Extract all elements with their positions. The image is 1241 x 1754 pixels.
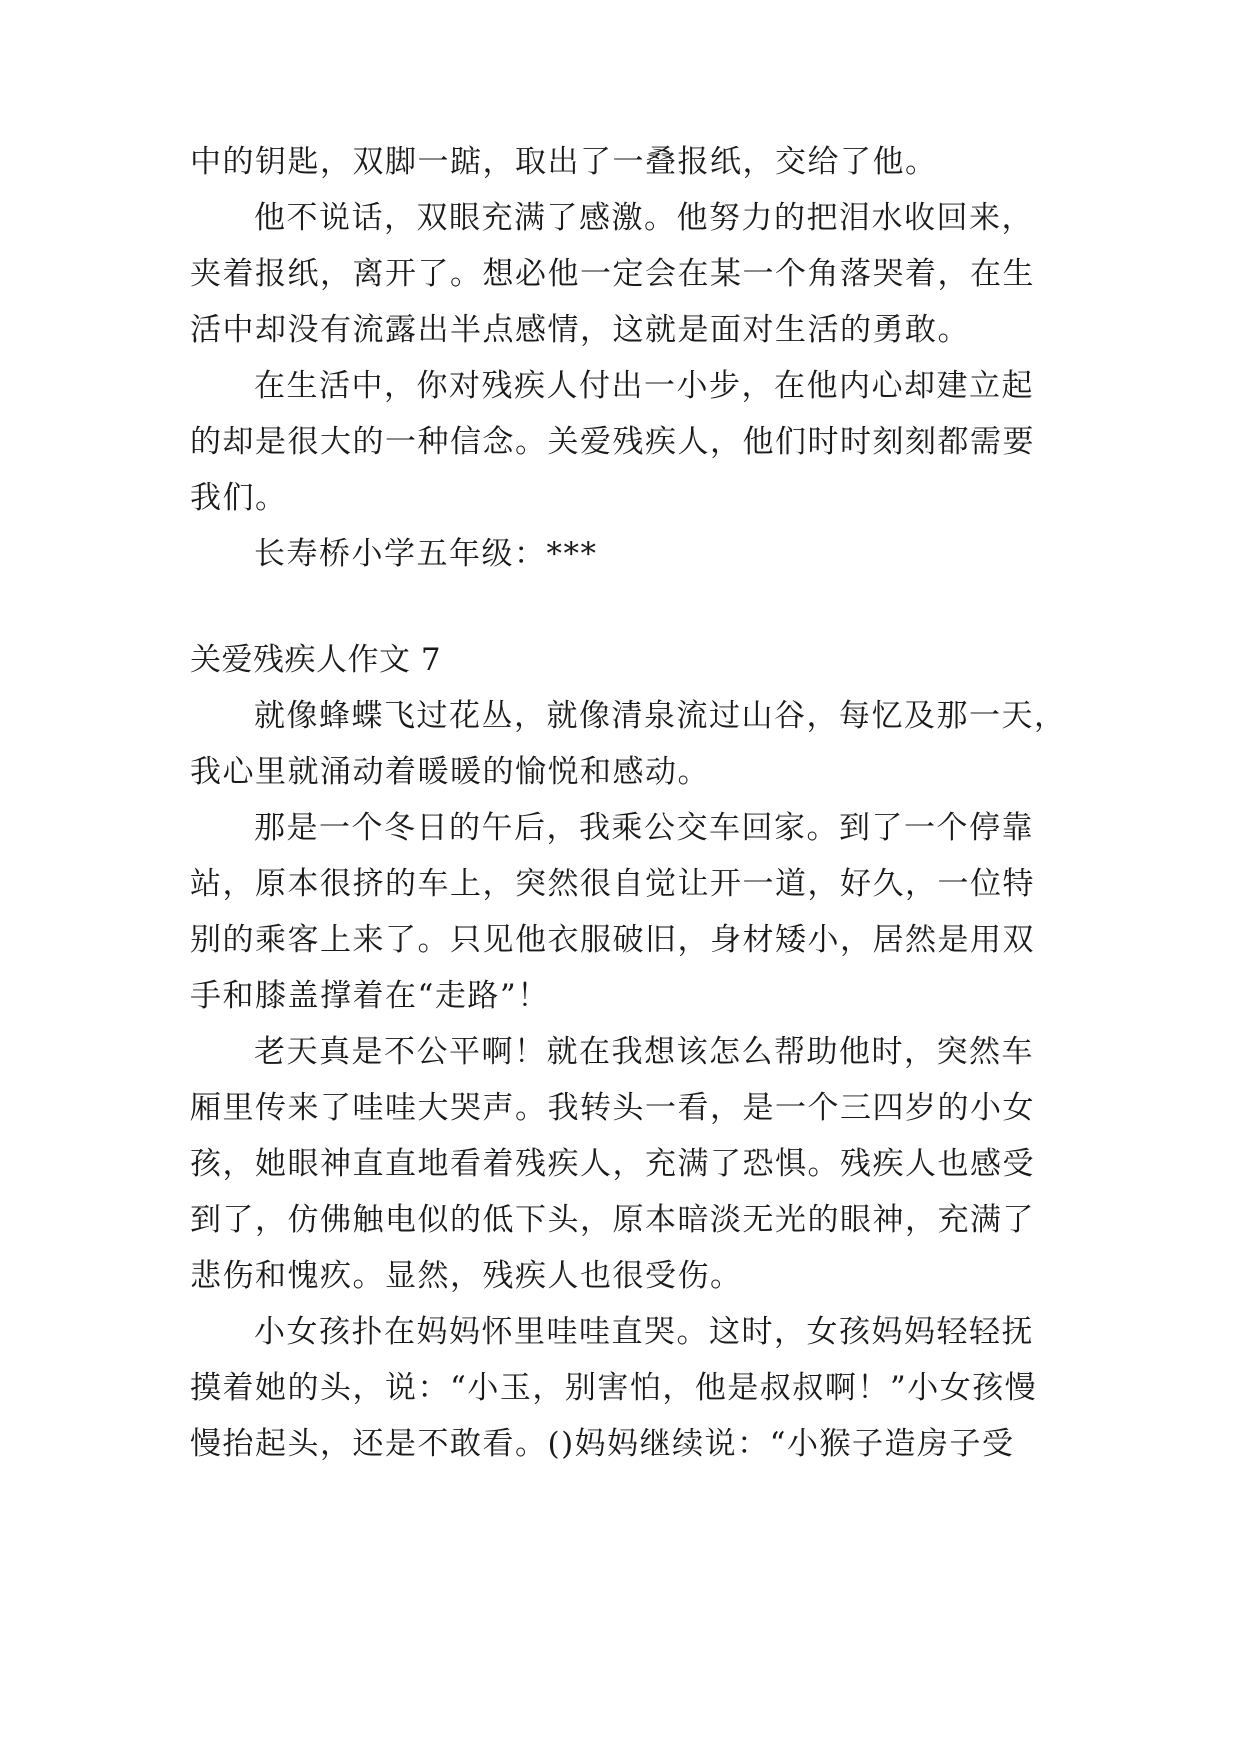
section-title: 关爱残疾人作文 7 <box>190 642 442 678</box>
text-line: 夹着报纸，离开了。想必他一定会在某一个角落哭着，在生 <box>190 256 1035 292</box>
text-line: 的却是很大的一种信念。关爱残疾人，他们时时刻刻都需要 <box>190 424 1035 460</box>
signature-line: 长寿桥小学五年级：*** <box>254 536 598 572</box>
text-line: 站，原本很挤的车上，突然很自觉让开一道，好久，一位特 <box>190 866 1035 902</box>
text-line: 慢抬起头，还是不敢看。()妈妈继续说：“小猴子造房子受 <box>190 1426 1015 1462</box>
paragraph-first-line: 那是一个冬日的午后，我乘公交车回家。到了一个停靠 <box>254 810 1034 846</box>
text-line: 中的钥匙，双脚一踮，取出了一叠报纸，交给了他。 <box>190 144 938 180</box>
text-line: 活中却没有流露出半点感情，这就是面对生活的勇敢。 <box>190 312 970 348</box>
paragraph-first-line: 就像蜂蝶飞过花丛，就像清泉流过山谷，每忆及那一天， <box>254 698 1067 734</box>
text-line: 厢里传来了哇哇大哭声。我转头一看，是一个三四岁的小女 <box>190 1090 1035 1126</box>
text-line: 手和膝盖撑着在“走路”！ <box>190 978 550 1014</box>
text-line: 摸着她的头，说：“小玉，别害怕，他是叔叔啊！”小女孩慢 <box>190 1370 1038 1406</box>
text-line: 别的乘客上来了。只见他衣服破旧，身材矮小，居然是用双 <box>190 922 1035 958</box>
text-line: 悲伤和愧疚。显然，残疾人也很受伤。 <box>190 1258 743 1294</box>
text-line: 孩，她眼神直直地看着残疾人，充满了恐惧。残疾人也感受 <box>190 1146 1035 1182</box>
paragraph-first-line: 他不说话，双眼充满了感激。他努力的把泪水收回来， <box>254 200 1034 236</box>
paragraph-first-line: 在生活中，你对残疾人付出一小步，在他内心却建立起 <box>254 368 1034 404</box>
text-line: 到了，仿佛触电似的低下头，原本暗淡无光的眼神，充满了 <box>190 1202 1035 1238</box>
text-line: 我们。 <box>190 480 288 516</box>
paragraph-first-line: 老天真是不公平啊！就在我想该怎么帮助他时，突然车 <box>254 1034 1034 1070</box>
text-line: 我心里就涌动着暖暖的愉悦和感动。 <box>190 754 710 790</box>
paragraph-first-line: 小女孩扑在妈妈怀里哇哇直哭。这时，女孩妈妈轻轻抚 <box>254 1314 1034 1350</box>
